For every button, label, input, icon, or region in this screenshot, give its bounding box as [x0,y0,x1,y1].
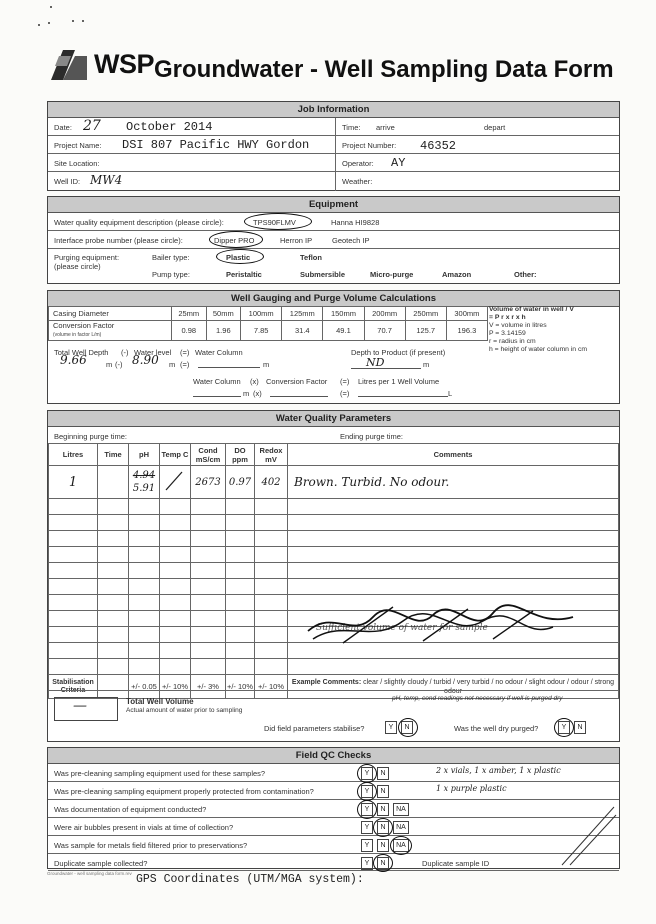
formula-title: Volume of water in well / V [489,306,574,313]
date-row [48,118,619,136]
section-title: Well Gauging and Purge Volume Calculations [48,291,619,307]
qc-row [48,818,619,836]
minus-sign: (-) [121,348,129,357]
qc-row [48,854,619,871]
equipment-section [47,196,620,284]
lpw-label: Litres per 1 Well Volume [358,377,440,386]
end-purge-label: Ending purge time: [340,432,403,441]
depart-label: depart [484,123,506,132]
arrive-label: arrive [376,123,395,132]
purge-time-row [48,427,619,444]
pump-option-micropurge: Micro-purge [370,270,414,279]
row1-do: 0.97 [228,476,252,488]
factor-cell: 31.4 [282,321,323,341]
table-row [49,499,619,515]
twd-label: Total Well Depth [54,348,109,357]
qc-row [48,836,619,854]
gps-label: GPS Coordinates (UTM/MGA system): [136,873,364,886]
water-level-value: 8.90 [132,353,159,367]
factor-cell: 196.3 [446,321,487,341]
qc-na[interactable]: NA [393,839,409,852]
cell-time [98,466,129,499]
wq-option-tps: TPS90FLMV [253,218,296,227]
formula-line: h = height of water column in cm [489,346,588,353]
formula-line: r = radius in cm [489,338,536,345]
brand-name: WSP [94,49,155,79]
stab-label: Stabilisation Criteria [49,675,98,699]
duplicate-id-label: Duplicate sample ID [422,859,490,868]
scan-speck [48,22,50,24]
dry-purge-no[interactable]: N [574,721,586,734]
table-row [49,547,619,563]
col-comments: Comments [288,444,619,466]
time-label: Time: [342,123,361,132]
well-gauging-section [47,290,620,404]
stab-temp: +/- 10% [160,675,191,699]
well-id-label: Well ID: [54,177,81,186]
conversion-sub: (volume in factor L/m) [53,332,102,338]
equals-sign: (=) [180,360,190,369]
circled-mark [357,782,377,801]
diameter-cell: 125mm [282,307,323,321]
cell-comments [288,466,619,499]
dry-purge-yes[interactable]: Y [558,721,570,734]
water-column-label: Water Column [195,348,243,357]
probe-option-herron: Herron IP [280,236,313,245]
cell-do [226,466,255,499]
unit-m: m [423,360,430,369]
ph-note: pH, temp, cond readings not necessary if well is purged dry [392,695,563,702]
qc-note: 1 x purple plastic [436,784,507,793]
field-qc-section [47,747,620,869]
circled-mark [357,800,377,819]
row1-litres: 1 [68,474,78,490]
qc-no[interactable]: N [377,821,389,834]
dry-purge-question: Was the well dry purged? [454,724,539,733]
pump-label: Pump type: [152,270,190,279]
table-row [49,659,619,675]
qc-na[interactable]: NA [393,821,409,834]
circled-mark [398,718,418,737]
cell-temp [160,466,191,499]
diameter-cell: 200mm [364,307,405,321]
row1-ph-struck: 4.94 [132,470,156,481]
bailer-option-teflon: Teflon [300,253,322,262]
minus-sign: (-) [115,360,123,369]
unit-l: L [448,389,453,398]
qc-yes[interactable]: Y [361,839,373,852]
table-row [49,466,619,499]
site-row [48,154,619,172]
circled-mark [554,718,574,737]
well-row [48,172,619,191]
scan-speck [50,6,52,8]
multiply-sign: (x) [253,389,262,398]
unit-m: m [169,360,176,369]
diameter-cell: 250mm [405,307,446,321]
section-title: Job Information [48,102,619,118]
col-cond: Cond mS/cm [191,444,226,466]
circled-mark [373,854,393,872]
begin-purge-label: Beginning purge time: [54,432,127,441]
equals-sign: (=) [340,377,350,386]
row1-comments: Brown. Turbid. No odour. [294,475,450,489]
unit-m: m [106,360,113,369]
qc-no[interactable]: N [377,839,389,852]
qc-yes[interactable]: Y [361,857,373,870]
dtp-value: ND [366,356,385,369]
operator-value: AY [391,156,406,170]
pump-option-submersible: Submersible [300,270,346,279]
col-do: DO ppm [226,444,255,466]
conversion-table [48,306,488,341]
circled-mark [390,836,412,855]
col-redox: Redox mV [255,444,288,466]
col-ph: pH [129,444,160,466]
equals-sign: (=) [340,389,350,398]
factor-cell: 125.7 [405,321,446,341]
example-label: Example Comments: [291,678,362,686]
qc-question: Was pre-cleaning sampling equipment used for these samples? [54,769,266,778]
scribble-note: Sufficient volume of water for sample [316,623,488,633]
qc-row [48,764,619,782]
probe-label: Interface probe number (please circle): [54,236,183,245]
well-volume-area [48,690,619,742]
table-row [49,515,619,531]
diameter-cell: 50mm [206,307,241,321]
well-id-value: MW4 [90,173,123,187]
formula-line: = P r x r x h [489,314,526,321]
scan-speck [82,20,84,22]
casing-label: Casing Diameter [49,307,172,321]
twv-value: — [73,698,87,714]
project-name-value: DSI 807 Pacific HWY Gordon [122,138,310,152]
row1-cond: 2673 [195,476,221,488]
twv-box [54,697,118,721]
date-label: Date: [54,123,72,132]
twv-label: Total Well Volume [126,697,194,706]
conversion-label: Conversion Factor [53,321,115,330]
qc-yes[interactable]: Y [361,785,373,798]
purge-sub: (please circle) [54,262,101,271]
unit-m: m [263,360,270,369]
project-number-value: 46352 [420,139,457,153]
purge-label: Purging equipment: [54,253,120,262]
diagonal-strike [558,803,618,868]
qc-no[interactable]: N [377,767,389,780]
qc-no[interactable]: N [377,785,389,798]
slash-mark [160,466,190,496]
scan-speck [38,24,40,26]
equals-sign: (=) [180,348,190,357]
bailer-label: Bailer type: [152,253,190,262]
qc-no[interactable]: N [377,803,389,816]
factor-cell: 49.1 [323,321,364,341]
qc-row [48,782,619,800]
stab-ph: +/- 0.05 [129,675,160,699]
project-number-label: Project Number: [342,141,397,150]
section-title: Field QC Checks [48,748,619,764]
stabilise-no[interactable]: N [401,721,413,734]
formula-line: P = 3.14159 [489,330,526,337]
conversion-label-cell [49,321,172,341]
wc-label: Water Column [193,377,241,386]
probe-option-geotech: Geotech IP [332,236,370,245]
pump-option-peristaltic: Peristaltic [226,270,262,279]
stab-do: +/- 10% [226,675,255,699]
qc-yes[interactable]: Y [361,767,373,780]
section-title: Equipment [48,197,619,213]
stab-redox: +/- 10% [255,675,288,699]
qc-question: Was pre-cleaning sampling equipment properly protected from contamination? [54,787,314,796]
wq-equipment-label: Water quality equipment description (please circle): [54,218,224,227]
factor-cell: 7.85 [241,321,282,341]
diameter-cell: 25mm [172,307,207,321]
section-title: Water Quality Parameters [48,411,619,427]
qc-no[interactable]: N [377,857,389,870]
qc-row [48,800,619,818]
qc-yes[interactable]: Y [361,821,373,834]
cell-cond [191,466,226,499]
cell-litres [49,466,98,499]
water-quality-section [47,410,620,742]
qc-question: Duplicate sample collected? [54,859,148,868]
project-name-label: Project Name: [54,141,102,150]
twv-sub: Actual amount of water prior to sampling [126,707,243,714]
cf-label: Conversion Factor [266,377,328,386]
form-title: Groundwater - Well Sampling Data Form [154,56,614,83]
stab-cond: +/- 3% [191,675,226,699]
row1-redox: 402 [261,476,281,488]
twd-value: 9.66 [60,353,87,367]
multiply-sign: (x) [250,377,259,386]
col-temp: Temp C [160,444,191,466]
project-row [48,136,619,154]
unit-m: m [243,389,250,398]
stabilise-yes[interactable]: Y [385,721,397,734]
qc-question: Were air bubbles present in vials at time of collection? [54,823,234,832]
col-litres: Litres [49,444,98,466]
probe-row [48,231,619,249]
job-information-section [47,101,620,191]
diameter-cell: 300mm [446,307,487,321]
wq-equipment-row [48,213,619,231]
volume-formula [489,306,619,354]
date-day: 27 [83,118,101,134]
weather-label: Weather: [342,177,373,186]
table-row [49,531,619,547]
formula-line: V = volume in litres [489,322,547,329]
pump-option-amazon: Amazon [442,270,472,279]
circled-mark [373,818,393,837]
dtp-label: Depth to Product (if present) [351,348,446,357]
diameter-cell: 150mm [323,307,364,321]
circled-mark [209,231,263,248]
scan-speck [72,20,74,22]
wq-option-hanna: Hanna HI9828 [331,218,380,227]
factor-cell: 0.98 [172,321,207,341]
diameter-cell: 100mm [241,307,282,321]
example-text: clear / slightly cloudy / turbid / very turbid / no odour / slight odour / odour / strong odour [363,678,615,695]
purging-row [48,249,619,283]
qc-question: Was sample for metals field filtered prior to preservations? [54,841,248,850]
probe-option-dipper: Dipper PRO [214,236,255,245]
stabilise-question: Did field parameters stabilise? [264,724,365,733]
circled-mark [244,213,312,230]
table-row [49,579,619,595]
cell-redox [255,466,288,499]
water-level-label: Water level [134,348,172,357]
row1-ph: 5.91 [132,483,156,494]
site-location-label: Site Location: [54,159,100,168]
circled-mark [357,764,377,783]
cell-ph [129,466,160,499]
qc-note: 2 x vials, 1 x amber, 1 x plastic [436,766,561,775]
factor-cell: 70.7 [364,321,405,341]
footer-small: Groundwater - well sampling data form.rev [47,871,132,876]
qc-na[interactable]: NA [393,803,409,816]
pump-option-other: Other: [514,270,537,279]
form-header [44,40,654,90]
circled-mark [216,249,264,264]
qc-yes[interactable]: Y [361,803,373,816]
col-time: Time [98,444,129,466]
table-row [49,563,619,579]
operator-label: Operator: [342,159,374,168]
bailer-option-plastic: Plastic [226,253,251,262]
qc-question: Was documentation of equipment conducted? [54,805,207,814]
wsp-logo-icon [49,46,87,80]
date-value: October 2014 [126,120,213,134]
water-quality-table [48,443,619,699]
factor-cell: 1.96 [206,321,241,341]
